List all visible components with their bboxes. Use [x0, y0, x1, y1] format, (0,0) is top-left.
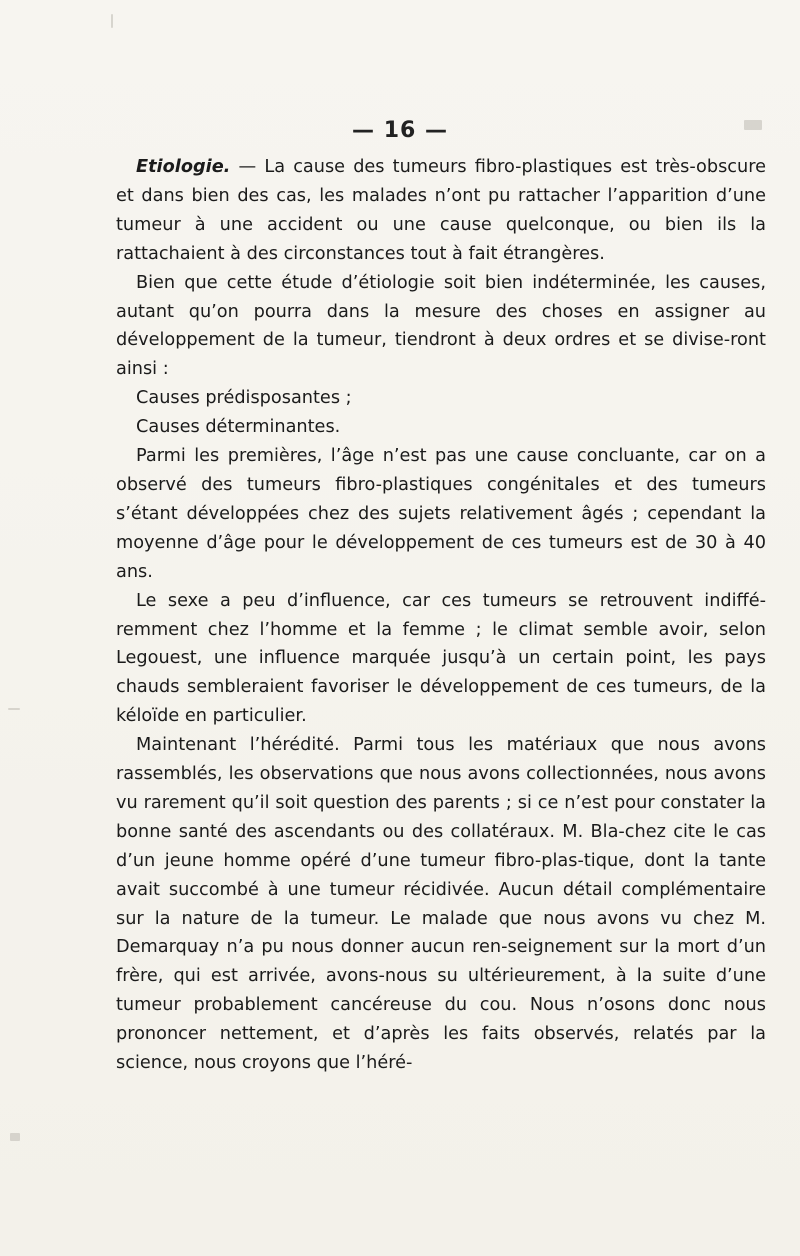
paragraph: Maintenant l’hérédité. Parmi tous les matériaux que nous avons rassemblés, les observations que nous avons collectionnées, nous avons vu rarement qu’il soit question des parents ; si ce n’est pour constater la bonne santé des ascendants ou des collatéraux. M. Bla-chez cite le cas d’un jeune homme opéré d’une tumeur fibro-plas-tique, dont la tante avait succombé à une tumeur récidivée. Aucun détail complémentaire sur la nature de la tumeur. Le malade que nous avons vu chez M. Demarquay n’a pu nous donner aucun ren-seignement sur la mort d’un frère, qui est arrivée, avons-nous su ultérieurement, à la suite d’une tumeur probablement cancéreuse du cou. Nous n’osons donc nous prononcer nettement, et d’après les faits observés, relatés par la science, nous croyons que l’héré- [116, 735, 766, 1074]
scan-speck [744, 120, 762, 130]
paragraph-text: — La cause des tumeurs fibro-plastiques est très-obscure et dans bien des cas, les malades n’ont pu rattacher l’apparition d’une tumeur à une accident ou une cause quelconque, ou bien ils la rattachaient à des circonstances tout à fait étrangères. [116, 157, 767, 264]
section-title: Etiologie. [136, 157, 231, 177]
page-number: — 16 — [352, 118, 448, 143]
list-item: Causes prédisposantes ; [136, 388, 352, 409]
paragraph: Bien que cette étude d’étiologie soit bien indéterminée, les causes, autant qu’on pourra dans la mesure des choses en assigner au développement de la tumeur, tiendront à deux ordres et se divise-ront ainsi : [116, 272, 766, 380]
paragraph: Le sexe a peu d’influence, car ces tumeurs se retrouvent indiffé-remment chez l’homme et la femme ; le climat semble avoir, selon Legouest, une influence marquée jusqu’à un certain point, les pays chauds sembleraient favoriser le développement de ces tumeurs, de la kéloïde en particulier. [116, 590, 766, 727]
paragraph: Parmi les premières, l’âge n’est pas une cause concluante, car on a observé des tumeurs fibro-plastiques congénitales et des tumeurs s’étant développées chez des sujets relativement âgés ; cependant la moyenne d’âge pour le développement de ces tumeurs est de 30 à 40 ans. [116, 446, 766, 582]
scan-speck [8, 708, 20, 710]
paragraph-etiologie [116, 153, 766, 269]
body-text [116, 153, 766, 1078]
list-item: Causes déterminantes. [136, 417, 341, 438]
scan-speck [111, 14, 113, 28]
scan-speck [10, 1133, 20, 1141]
